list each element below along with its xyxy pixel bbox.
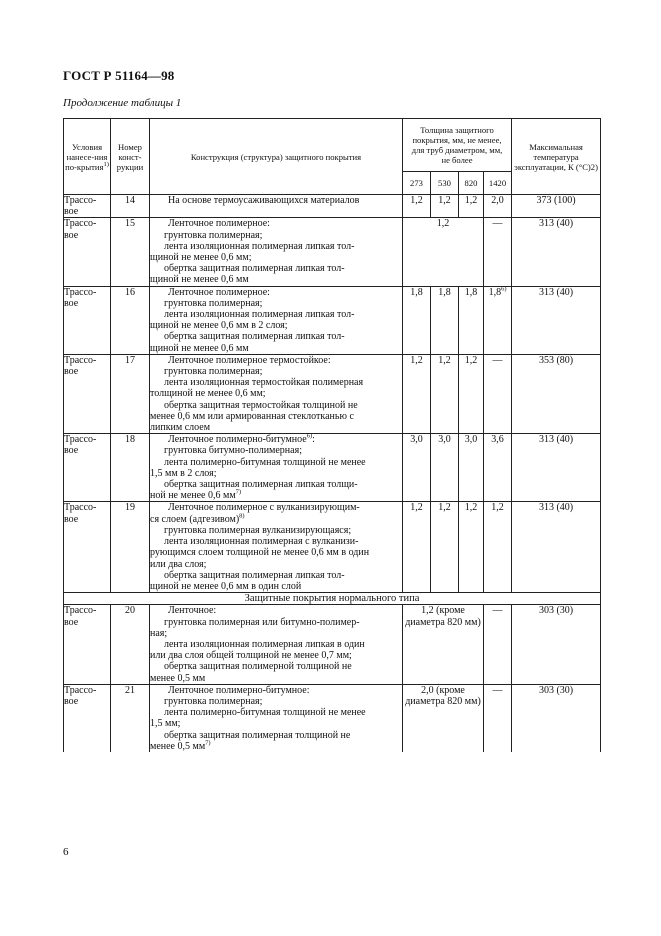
thickness-text: 3,0 bbox=[464, 434, 478, 446]
max-temperature: 313 (40) bbox=[512, 434, 601, 502]
construction-text: лента полимерно-битумная толщиной не менее bbox=[164, 456, 366, 468]
condition-cell bbox=[64, 684, 111, 752]
construction-text: Ленточное полимерное: bbox=[168, 286, 270, 298]
thickness-text: диаметра 820 мм) bbox=[405, 695, 481, 707]
thickness-value bbox=[431, 195, 459, 218]
thickness-text: 1,8 bbox=[464, 286, 478, 298]
max-temperature: 313 (40) bbox=[512, 502, 601, 593]
construction-line bbox=[150, 366, 402, 377]
thickness-value bbox=[431, 434, 459, 502]
construction-text: Ленточное полимерное: bbox=[168, 218, 270, 230]
thickness-text: 1,2 bbox=[464, 502, 478, 514]
construction-text: Ленточное полимерно-битумное bbox=[168, 434, 307, 446]
max-temperature: 373 (100) bbox=[512, 195, 601, 218]
construction-line bbox=[150, 218, 402, 229]
construction-text: рующимся слоем толщиной не менее 0,6 мм в один bbox=[150, 547, 370, 559]
footnote-mark: 8) bbox=[239, 512, 245, 520]
construction-line bbox=[150, 525, 402, 536]
condition-text: вое bbox=[64, 445, 79, 457]
max-temperature: 303 (30) bbox=[512, 605, 601, 684]
thickness-text: 2,0 (кроме bbox=[421, 684, 465, 696]
construction-line bbox=[150, 263, 402, 274]
thickness-text: 1,8 bbox=[438, 286, 451, 298]
thickness-text: 1,2 (кроме bbox=[421, 605, 465, 617]
construction-line bbox=[150, 502, 402, 513]
header-diameter: 820 bbox=[459, 172, 484, 195]
construction-text: менее 0,5 мм bbox=[150, 672, 206, 684]
construction-text: обертка защитная полимерная липкая тол- bbox=[164, 569, 345, 581]
thickness-value-merged bbox=[403, 218, 484, 286]
thickness-value: — bbox=[484, 684, 512, 752]
construction-line bbox=[150, 377, 402, 388]
thickness-value bbox=[431, 502, 459, 593]
construction-line bbox=[150, 639, 402, 650]
construction-cell bbox=[150, 502, 403, 593]
header-condition: Условия нанесе-ния по-крытия$^{1)}$ bbox=[64, 119, 111, 195]
condition-cell bbox=[64, 605, 111, 684]
construction-text: грунтовка полимерная; bbox=[164, 297, 263, 309]
construction-text: 1,5 мм в 2 слоя; bbox=[150, 467, 217, 479]
thickness-text: 1,2 bbox=[410, 354, 423, 366]
construction-number: 19 bbox=[111, 502, 150, 593]
condition-cell bbox=[64, 195, 111, 218]
thickness-value bbox=[459, 195, 484, 218]
thickness-text: 1,8 bbox=[488, 286, 502, 298]
construction-text: грунтовка полимерная; bbox=[164, 695, 263, 707]
construction-text: грунтовка полимерная вулканизирующаяся; bbox=[164, 524, 352, 536]
thickness-value bbox=[403, 354, 431, 433]
condition-text: вое bbox=[64, 616, 79, 628]
construction-text: грунтовка полимерная или битумно-полимер- bbox=[164, 616, 360, 628]
thickness-text: 2,0 bbox=[491, 195, 504, 206]
construction-number: 16 bbox=[111, 286, 150, 354]
construction-text: Ленточное полимерно-битумное: bbox=[168, 684, 310, 696]
condition-text: вое bbox=[64, 297, 79, 309]
thickness-text: — bbox=[492, 354, 503, 366]
condition-text: вое bbox=[64, 695, 79, 707]
construction-text: : bbox=[312, 434, 315, 446]
construction-text: Ленточное полимерное с вулканизирующим- bbox=[168, 502, 360, 514]
construction-text: щиной не менее 0,6 мм в один слой bbox=[150, 580, 302, 592]
construction-line bbox=[150, 570, 402, 581]
thickness-text: 1,2 bbox=[438, 195, 451, 206]
thickness-value: — bbox=[484, 605, 512, 684]
construction-text: или два слоя; bbox=[150, 558, 207, 570]
construction-text: лента изоляционная термостойкая полимерная bbox=[164, 377, 364, 389]
max-temperature: 313 (40) bbox=[512, 218, 601, 286]
condition-text: вое bbox=[64, 513, 79, 525]
condition-cell bbox=[64, 218, 111, 286]
construction-text: толщиной не менее 0,6 мм; bbox=[150, 388, 266, 400]
footnote-mark: 6) bbox=[306, 432, 313, 440]
construction-text: 1,5 мм; bbox=[150, 718, 181, 730]
table-row bbox=[64, 354, 601, 433]
construction-line bbox=[150, 309, 402, 320]
construction-line bbox=[150, 547, 402, 558]
thickness-text: 1,2 bbox=[464, 354, 478, 366]
thickness-text: 3,0 bbox=[410, 434, 423, 446]
construction-line bbox=[150, 230, 402, 241]
construction-text: ной не менее 0,6 мм bbox=[150, 490, 236, 502]
thickness-text: 1,2 bbox=[438, 502, 451, 514]
construction-text: щиной не менее 0,6 мм bbox=[150, 342, 249, 354]
construction-line bbox=[150, 434, 402, 445]
condition-text: Трассо- bbox=[64, 218, 97, 230]
thickness-text: диаметра 820 мм) bbox=[405, 616, 481, 628]
construction-cell bbox=[150, 286, 403, 354]
coatings-table bbox=[63, 118, 601, 752]
construction-text: грунтовка полимерная; bbox=[164, 366, 263, 378]
construction-line bbox=[150, 536, 402, 547]
construction-text: менее 0,6 мм или армированная стеклотканью с bbox=[150, 410, 354, 422]
max-temperature: 303 (30) bbox=[512, 684, 601, 752]
construction-text: менее 0,5 мм bbox=[150, 740, 206, 752]
construction-line bbox=[150, 252, 402, 263]
thickness-text: 3,0 bbox=[438, 434, 451, 446]
construction-cell bbox=[150, 354, 403, 433]
construction-text: Ленточное: bbox=[168, 605, 217, 617]
document-code: ГОСТ Р 51164—98 bbox=[63, 68, 175, 83]
condition-text: вое bbox=[64, 229, 79, 241]
thickness-value bbox=[484, 502, 512, 593]
construction-text: лента изоляционная полимерная липкая тол- bbox=[164, 240, 355, 252]
condition-text: Трассо- bbox=[64, 605, 97, 617]
construction-text: щиной не менее 0,6 мм в 2 слоя; bbox=[150, 320, 288, 332]
thickness-value bbox=[403, 502, 431, 593]
max-temperature: 313 (40) bbox=[512, 286, 601, 354]
thickness-value bbox=[484, 354, 512, 433]
construction-line bbox=[150, 274, 402, 285]
condition-text: Трассо- bbox=[64, 195, 97, 206]
condition-text: Трассо- bbox=[64, 286, 97, 298]
thickness-value bbox=[459, 502, 484, 593]
thickness-value bbox=[403, 434, 431, 502]
condition-text: Трассо- bbox=[64, 434, 97, 446]
thickness-text: 1,2 bbox=[410, 502, 423, 514]
construction-line bbox=[150, 685, 402, 696]
thickness-value: — bbox=[484, 218, 512, 286]
construction-line bbox=[150, 696, 402, 707]
construction-cell bbox=[150, 434, 403, 502]
condition-text: вое bbox=[64, 206, 79, 218]
thickness-value bbox=[459, 286, 484, 354]
thickness-value bbox=[459, 434, 484, 502]
header-construction-number: Номер конст-рукции bbox=[111, 119, 150, 195]
condition-text: Трассо- bbox=[64, 354, 97, 366]
construction-line bbox=[150, 422, 402, 433]
construction-text: лента изоляционная полимерная липкая в один bbox=[164, 638, 365, 650]
construction-text: или два слоя общей толщиной не менее 0,7 мм; bbox=[150, 650, 352, 662]
construction-line bbox=[150, 388, 402, 399]
condition-cell bbox=[64, 434, 111, 502]
header-max-temperature: Максимальная температура эксплуатации, К (°С)2) bbox=[512, 119, 601, 195]
condition-cell bbox=[64, 354, 111, 433]
construction-line bbox=[150, 559, 402, 570]
thickness-text: 1,2 bbox=[464, 195, 478, 206]
construction-line bbox=[150, 617, 402, 628]
construction-line bbox=[150, 468, 402, 479]
table-row bbox=[64, 195, 601, 218]
construction-line bbox=[150, 457, 402, 468]
construction-line bbox=[150, 320, 402, 331]
construction-line bbox=[150, 355, 402, 366]
thickness-text: 1,8 bbox=[410, 286, 423, 298]
condition-text: Трассо- bbox=[64, 684, 97, 696]
table-row bbox=[64, 684, 601, 752]
construction-text: обертка защитная полимерная толщиной не bbox=[164, 729, 351, 741]
construction-line bbox=[150, 707, 402, 718]
page-number: 6 bbox=[63, 846, 69, 858]
thickness-text: 1,2 bbox=[438, 354, 451, 366]
thickness-value-merged bbox=[403, 684, 484, 752]
construction-text: обертка защитная полимерной толщиной не bbox=[164, 661, 352, 673]
construction-line bbox=[150, 581, 402, 592]
construction-line bbox=[150, 287, 402, 298]
thickness-value-merged bbox=[403, 605, 484, 684]
construction-text: обертка защитная термостойкая толщиной не bbox=[164, 399, 358, 411]
construction-line bbox=[150, 628, 402, 639]
thickness-value bbox=[484, 434, 512, 502]
construction-line bbox=[150, 343, 402, 354]
construction-number: 15 bbox=[111, 218, 150, 286]
construction-text: обертка защитная полимерная липкая толщи- bbox=[164, 479, 358, 491]
condition-text: Трассо- bbox=[64, 502, 97, 514]
construction-line bbox=[150, 650, 402, 661]
table-row bbox=[64, 605, 601, 684]
table-row bbox=[64, 502, 601, 593]
construction-line bbox=[150, 718, 402, 729]
construction-cell bbox=[150, 195, 403, 218]
header-diameter: 1420 bbox=[484, 172, 512, 195]
table-row bbox=[64, 434, 601, 502]
construction-line bbox=[150, 445, 402, 456]
thickness-value bbox=[484, 286, 512, 354]
thickness-value bbox=[403, 286, 431, 354]
construction-text: лента изоляционная полимерная с вулканизи- bbox=[164, 536, 359, 548]
construction-text: Ленточное полимерное термостойкое: bbox=[168, 354, 331, 366]
thickness-value bbox=[459, 354, 484, 433]
construction-line bbox=[150, 514, 402, 525]
construction-number: 17 bbox=[111, 354, 150, 433]
construction-line bbox=[150, 298, 402, 309]
construction-line bbox=[150, 400, 402, 411]
construction-text: щиной не менее 0,6 мм; bbox=[150, 252, 252, 264]
construction-cell bbox=[150, 684, 403, 752]
construction-text: ная; bbox=[150, 627, 168, 639]
condition-cell bbox=[64, 502, 111, 593]
table-row bbox=[64, 218, 601, 286]
thickness-text: 1,2 bbox=[410, 195, 423, 206]
thickness-value bbox=[484, 195, 512, 218]
max-temperature: 353 (80) bbox=[512, 354, 601, 433]
table-continuation-caption: Продолжение таблицы 1 bbox=[63, 97, 182, 109]
construction-text: липким слоем bbox=[150, 422, 211, 434]
thickness-text: 3,6 bbox=[491, 434, 504, 446]
thickness-text: 1,2 bbox=[436, 218, 450, 230]
thickness-value bbox=[431, 286, 459, 354]
construction-line bbox=[150, 195, 402, 206]
construction-line bbox=[150, 741, 402, 752]
condition-cell bbox=[64, 286, 111, 354]
construction-text: грунтовка битумно-полимерная; bbox=[164, 445, 302, 457]
construction-number: 21 bbox=[111, 684, 150, 752]
construction-text: лента полимерно-битумная толщиной не менее bbox=[164, 707, 366, 719]
construction-line bbox=[150, 479, 402, 490]
construction-line bbox=[150, 730, 402, 741]
construction-text: обертка защитная полимерная липкая тол- bbox=[164, 263, 345, 275]
construction-number: 20 bbox=[111, 605, 150, 684]
footnote-mark: 6) bbox=[501, 285, 507, 293]
construction-line bbox=[150, 411, 402, 422]
construction-line bbox=[150, 605, 402, 616]
construction-line bbox=[150, 241, 402, 252]
construction-cell bbox=[150, 218, 403, 286]
construction-line bbox=[150, 673, 402, 684]
construction-text: щиной не менее 0,6 мм bbox=[150, 274, 249, 286]
footnote-mark: 7) bbox=[205, 739, 211, 747]
footnote-mark: 7) bbox=[235, 488, 242, 496]
thickness-value bbox=[403, 195, 431, 218]
construction-text: ся слоем (адгезивом) bbox=[150, 513, 240, 525]
thickness-value bbox=[431, 354, 459, 433]
header-diameter: 530 bbox=[431, 172, 459, 195]
construction-text: На основе термоусаживающихся материалов bbox=[168, 195, 360, 206]
header-thickness: Толщина защитного покрытия, мм, не менее, для труб диаметром, мм, не более bbox=[403, 119, 512, 172]
header-construction: Конструкция (структура) защитного покрытия bbox=[150, 119, 403, 195]
construction-number: 18 bbox=[111, 434, 150, 502]
construction-number: 14 bbox=[111, 195, 150, 218]
construction-line bbox=[150, 490, 402, 501]
construction-text: обертка защитная полимерная липкая тол- bbox=[164, 331, 345, 343]
construction-line bbox=[150, 661, 402, 672]
table-row bbox=[64, 286, 601, 354]
construction-cell bbox=[150, 605, 403, 684]
construction-line bbox=[150, 331, 402, 342]
header-diameter: 273 bbox=[403, 172, 431, 195]
condition-text: вое bbox=[64, 366, 79, 378]
construction-text: грунтовка полимерная; bbox=[164, 229, 263, 241]
construction-text: лента изоляционная полимерная липкая тол- bbox=[164, 309, 355, 321]
section-title-normal-type: Защитные покрытия нормального типа bbox=[64, 593, 601, 605]
thickness-text: 1,2 bbox=[491, 502, 504, 514]
